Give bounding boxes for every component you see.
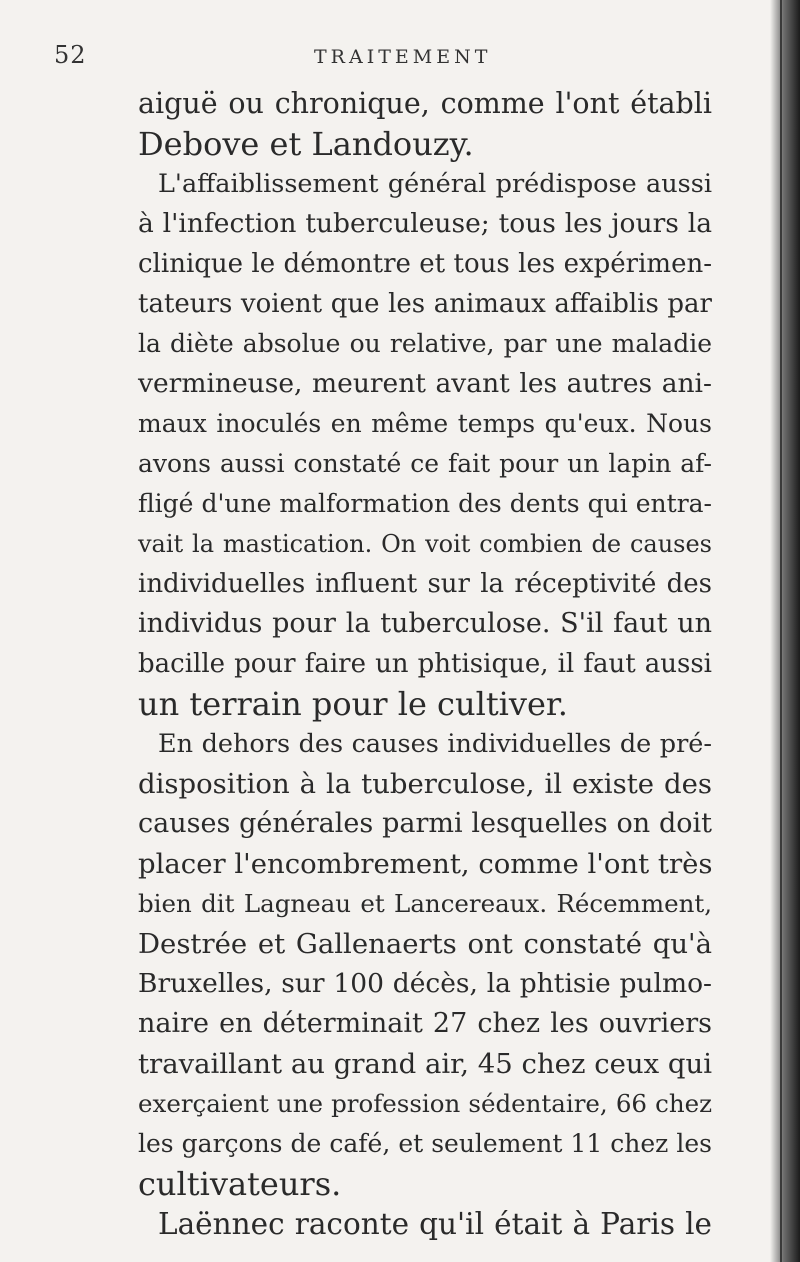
text-line: causes générales parmi lesquelles on doit	[138, 808, 712, 839]
text-line: Debove et Landouzy.	[138, 125, 474, 163]
text-line: placer l'encombrement, comme l'ont très	[138, 848, 713, 880]
text-line: exerçaient une profession sédentaire, 66 chez	[138, 1089, 712, 1118]
text-line: Bruxelles, sur 100 décès, la phtisie pulmo-	[138, 968, 712, 999]
text-line: un terrain pour le cultiver.	[138, 685, 568, 723]
text-line: la diète absolue ou relative, par une maladie	[138, 329, 712, 358]
text-line: tateurs voient que les animaux affaiblis par	[138, 289, 712, 319]
text-line: individuelles influent sur la réceptivité des	[138, 569, 712, 599]
text-line: individus pour la tuberculose. S'il faut un	[138, 608, 712, 639]
page-number: 52	[54, 41, 87, 69]
text-line: maux inoculés en même temps qu'eux. Nous	[138, 409, 712, 438]
page-edge-shadow	[770, 0, 800, 1262]
text-line: à l'infection tuberculeuse; tous les jours la	[138, 208, 712, 239]
text-line: Laënnec raconte qu'il était à Paris le	[158, 1207, 712, 1241]
text-line: En dehors des causes individuelles de pré-	[158, 729, 712, 759]
text-line: vermineuse, meurent avant les autres ani-	[138, 368, 712, 399]
text-line: disposition à la tuberculose, il existe des	[138, 768, 712, 800]
text-line: aiguë ou chronique, comme l'ont établi	[138, 87, 712, 120]
text-line: L'affaiblissement général prédispose aussi	[158, 169, 712, 199]
text-line: cultivateurs.	[138, 1165, 342, 1203]
text-line: Destrée et Gallenaerts ont constaté qu'à	[138, 928, 712, 960]
page-edge-line	[780, 0, 782, 1262]
text-line: fligé d'une malformation des dents qui entra-	[138, 489, 712, 518]
text-line: naire en déterminait 27 chez les ouvriers	[138, 1008, 712, 1039]
text-line: bacille pour faire un phtisique, il faut aussi	[138, 649, 712, 679]
text-line: les garçons de café, et seulement 11 chez les	[138, 1129, 712, 1158]
running-head: TRAITEMENT	[314, 46, 492, 68]
text-line: clinique le démontre et tous les expérimen-	[138, 249, 712, 279]
text-line: travaillant au grand air, 45 chez ceux qui	[138, 1048, 712, 1080]
text-line: avons aussi constaté ce fait pour un lapin af-	[138, 449, 712, 478]
text-line: bien dit Lagneau et Lancereaux. Récemment,	[138, 889, 712, 918]
text-line: vait la mastication. On voit combien de causes	[138, 530, 712, 558]
